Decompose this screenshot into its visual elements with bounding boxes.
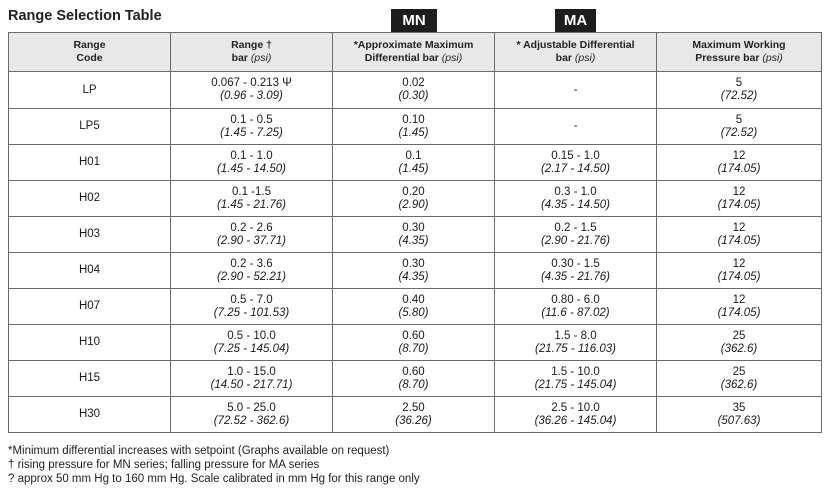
cell-value: 0.20 [402,185,425,198]
cell-value: 0.60 [402,329,425,342]
header-line2 [657,52,821,65]
cell-psi-value: (0.30) [398,90,429,102]
cell-range-code [9,72,171,109]
header-range-code [9,33,171,72]
cell-range [171,361,333,397]
header-line2 [9,52,170,65]
cell-value: H10 [78,336,101,348]
cell-value: H15 [78,372,101,384]
cell-psi-value: (11.6 - 87.02) [541,306,610,319]
cell-max-working-pressure [657,145,822,181]
cell-max-working-pressure [657,325,822,361]
header-line1: Range [73,39,106,51]
cell-value: H03 [78,228,101,240]
header-line1: Maximum Working [692,39,786,51]
cell-range [171,289,333,325]
cell-psi-value: (174.05) [717,270,761,283]
cell-max-working-pressure [657,72,822,109]
cell-max-working-pressure [657,397,822,433]
cell-value: 12 [732,293,746,306]
cell-psi-value: (72.52) [720,126,758,139]
cell-psi-value: (72.52) [720,90,758,102]
cell-value: 0.2 - 1.5 [554,221,597,234]
cell-adjustable-differential [495,361,657,397]
mn-series-badge: MN [391,9,437,32]
header-line2-text: bar [231,52,248,64]
cell-approx-differential [333,109,495,145]
cell-value: 5 [735,77,743,89]
table-row [9,253,822,289]
cell-max-working-pressure [657,289,822,325]
cell-value: 25 [732,329,746,342]
header-range [171,33,333,72]
cell-psi-value: (2.90 - 52.21) [216,270,287,283]
footnote-min-differential: *Minimum differential increases with setpoint (Graphs available on request) [8,445,390,457]
cell-psi-value: (21.75 - 116.03) [535,342,616,355]
cell-psi-value: (1.45 - 7.25) [220,126,283,139]
cell-psi-value: (174.05) [717,306,761,319]
cell-value: 0.1 -1.5 [232,185,271,198]
cell-value: 0.5 - 7.0 [230,293,273,306]
cell-range [171,181,333,217]
cell-range-code [9,325,171,361]
cell-value: 2.5 - 10.0 [551,401,600,414]
cell-range [171,145,333,181]
cell-approx-differential [333,325,495,361]
cell-value: 5.0 - 25.0 [227,401,276,414]
header-row [9,33,822,72]
cell-value: H04 [78,264,101,276]
cell-range-code [9,289,171,325]
cell-psi-value: (5.80) [398,306,429,319]
cell-adjustable-differential [495,397,657,433]
header-unit: (psi) [250,52,272,64]
cell-psi-value: (0.96 - 3.09) [220,90,283,102]
range-selection-table [8,32,822,433]
cell-value: 12 [732,257,746,270]
cell-psi-value: (8.70) [398,378,429,391]
header-line2-text: bar [555,52,572,64]
cell-range [171,397,333,433]
header-unit: (psi) [574,52,596,64]
cell-psi-value: (7.25 - 101.53) [213,306,290,319]
header-line2 [333,52,494,65]
header-line1: *Approximate Maximum [353,39,474,51]
cell-value: 0.5 - 10.0 [227,329,276,342]
cell-range-code [9,361,171,397]
cell-approx-differential [333,289,495,325]
cell-psi-value: (7.25 - 145.04) [213,342,290,355]
cell-max-working-pressure [657,109,822,145]
cell-value: 0.1 - 1.0 [230,149,273,162]
cell-psi-value: (2.90 - 37.71) [216,234,287,247]
cell-psi-value: (2.17 - 14.50) [540,162,611,175]
cell-max-working-pressure [657,253,822,289]
header-line2-text: Code [76,52,103,64]
cell-adjustable-differential [495,253,657,289]
cell-value: 1.5 - 10.0 [551,365,600,378]
cell-psi-value: (2.90) [398,198,429,211]
header-line1: * Adjustable Differential [516,39,635,51]
cell-psi-value: (4.35) [398,270,429,283]
cell-psi-value: (507.63) [717,414,761,427]
cell-psi-value: (4.35 - 14.50) [540,198,611,211]
cell-range [171,72,333,109]
footnotes [8,444,420,486]
cell-psi-value: (174.05) [717,162,761,175]
cell-value: H02 [78,192,101,204]
cell-value: LP [82,83,97,96]
table-row [9,397,822,433]
cell-adjustable-differential [495,145,657,181]
header-line2 [171,52,332,65]
cell-value: 0.067 - 0.213 Ψ [211,77,292,89]
cell-adjustable-differential [495,109,657,145]
cell-psi-value: (362.6) [720,342,758,355]
header-line2 [495,52,656,65]
cell-approx-differential [333,361,495,397]
cell-psi-value: (2.90 - 21.76) [540,234,611,247]
cell-value: LP5 [79,120,100,132]
cell-value: 0.30 [402,257,425,270]
cell-value: H01 [78,156,101,168]
page-title: Range Selection Table [8,8,162,24]
ma-series-badge: MA [555,9,596,32]
cell-value: 2.50 [402,401,425,414]
cell-value: H07 [78,300,101,312]
cell-value: 0.2 - 2.6 [230,221,273,234]
footnote-mm-hg: ? approx 50 mm Hg to 160 mm Hg. Scale calibrated in mm Hg for this range only [8,473,420,485]
cell-range-code [9,217,171,253]
cell-psi-value: (14.50 - 217.71) [210,378,293,391]
table-row [9,217,822,253]
cell-range [171,217,333,253]
cell-value: 0.15 - 1.0 [551,149,600,162]
cell-psi-value: (36.26 - 145.04) [534,414,617,427]
header-approx-max-differential [333,33,495,72]
cell-adjustable-differential [495,289,657,325]
table-row [9,145,822,181]
cell-value: 0.10 [402,113,425,126]
cell-range-code [9,397,171,433]
cell-approx-differential [333,181,495,217]
cell-psi-value: (4.35) [398,234,429,247]
cell-value: H30 [78,408,101,420]
cell-approx-differential [333,217,495,253]
table-header [9,33,822,72]
cell-value: 0.30 - 1.5 [551,257,600,270]
table-row [9,72,822,109]
table-row [9,289,822,325]
cell-max-working-pressure [657,361,822,397]
cell-adjustable-differential [495,181,657,217]
cell-adjustable-differential [495,72,657,109]
header-line2-text: Differential bar [364,52,439,64]
cell-psi-value: (174.05) [717,234,761,247]
cell-value: 25 [732,365,746,378]
cell-approx-differential [333,145,495,181]
cell-psi-value: (21.75 - 145.04) [534,378,617,391]
cell-range [171,253,333,289]
cell-value: 1.5 - 8.0 [554,329,597,342]
cell-psi-value: (36.26) [395,414,432,427]
cell-range-code [9,145,171,181]
cell-psi-value: (174.05) [717,198,761,211]
cell-value: 5 [735,113,743,126]
cell-psi-value: (4.35 - 21.76) [540,270,611,283]
cell-value: 0.40 [402,293,425,306]
cell-value: 0.1 - 0.5 [230,113,273,126]
header-line1: Range † [231,39,272,51]
cell-max-working-pressure [657,217,822,253]
cell-max-working-pressure [657,181,822,217]
cell-psi-value: (1.45) [398,126,429,139]
cell-value: 0.60 [402,365,425,378]
cell-approx-differential [333,72,495,109]
cell-value: 0.3 - 1.0 [554,185,597,198]
header-line2-text: Pressure bar [695,52,760,64]
cell-psi-value: (1.45 - 14.50) [216,162,287,175]
cell-range-code [9,109,171,145]
cell-adjustable-differential [495,325,657,361]
cell-value: - [573,83,578,96]
table-row [9,109,822,145]
header-unit: (psi) [762,52,783,64]
cell-psi-value: (362.6) [720,378,758,391]
cell-value: 0.30 [402,221,425,234]
footnote-rising-falling: † rising pressure for MN series; falling pressure for MA series [8,459,320,471]
table-row [9,181,822,217]
cell-value: 0.1 [405,149,422,162]
header-max-working-pressure [657,33,822,72]
cell-psi-value: (72.52 - 362.6) [213,414,290,427]
cell-psi-value: (1.45 - 21.76) [216,198,287,211]
cell-value: 35 [732,401,746,414]
cell-range [171,325,333,361]
header-adjustable-differential [495,33,657,72]
cell-approx-differential [333,253,495,289]
cell-range-code [9,181,171,217]
cell-psi-value: (1.45) [398,162,429,175]
table-row [9,361,822,397]
cell-range-code [9,253,171,289]
cell-value: 1.0 - 15.0 [227,365,276,378]
cell-value: 0.80 - 6.0 [551,293,600,306]
cell-value: 0.02 [402,77,425,89]
header-unit: (psi) [441,52,463,64]
cell-psi-value: (8.70) [398,342,429,355]
cell-approx-differential [333,397,495,433]
table-row [9,325,822,361]
cell-value: 0.2 - 3.6 [230,257,273,270]
cell-value: 12 [732,185,746,198]
table-body [9,72,822,433]
cell-value: - [573,120,578,132]
cell-value: 12 [732,149,746,162]
cell-range [171,109,333,145]
cell-value: 12 [732,221,746,234]
cell-adjustable-differential [495,217,657,253]
